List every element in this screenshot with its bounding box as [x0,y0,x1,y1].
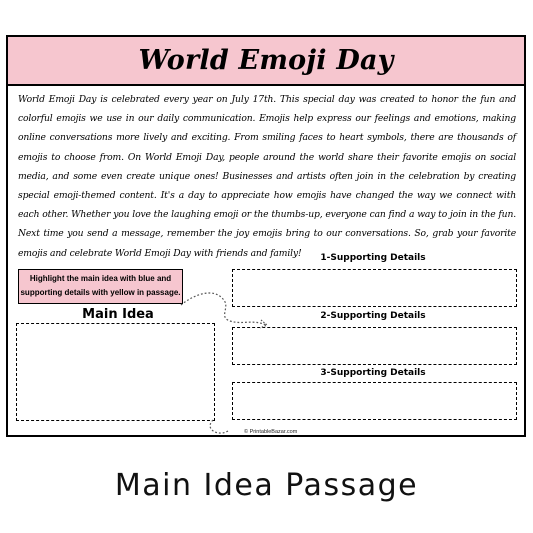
copyright-text: © PrintableBazar.com [244,429,298,435]
instructions-box: Highlight the main idea with blue and supporting details with yellow in passage. [18,269,183,304]
worksheet [6,35,526,437]
supporting-details-1-box[interactable] [232,269,517,307]
supporting-details-1-label: 1-Supporting Details [320,253,426,263]
supporting-details-3-label: 3-Supporting Details [320,368,426,378]
supporting-details-2-box[interactable] [232,327,517,365]
worksheet-title: World Emoji Day [138,45,394,76]
supporting-details-2-label: 2-Supporting Details [320,311,426,321]
title-bar [8,37,524,86]
supporting-details-3-box[interactable] [232,382,517,420]
reading-passage: World Emoji Day is celebrated every year on July 17th. This special day was created to honor the fun and colorful emojis we use in our daily communication. Emojis help express our feelings and emotions, making online conversations more lively and exciting. From smiling faces to heart symbols, there are thousands of emojis to choose from. On World Emoji Day, people around the world share their favorite emojis on social media, and some even create unique ones! Businesses and artists often join in the celebration by creating special emoji-themed content. It's a day to appreciate how emojis have changed the way we connect with each other. Whether you love the laughing emoji or the thumbs-up, everyone can find a way to join in the fun. Next time you send a message, remember the joy emojis bring to our conversations. So, grab your favorite emojis and celebrate World Emoji Day with friends and family! [18,94,516,259]
main-idea-answer-box[interactable] [16,323,215,421]
footer-caption: Main Idea Passage [114,468,419,503]
main-idea-label: Main Idea [82,307,154,322]
